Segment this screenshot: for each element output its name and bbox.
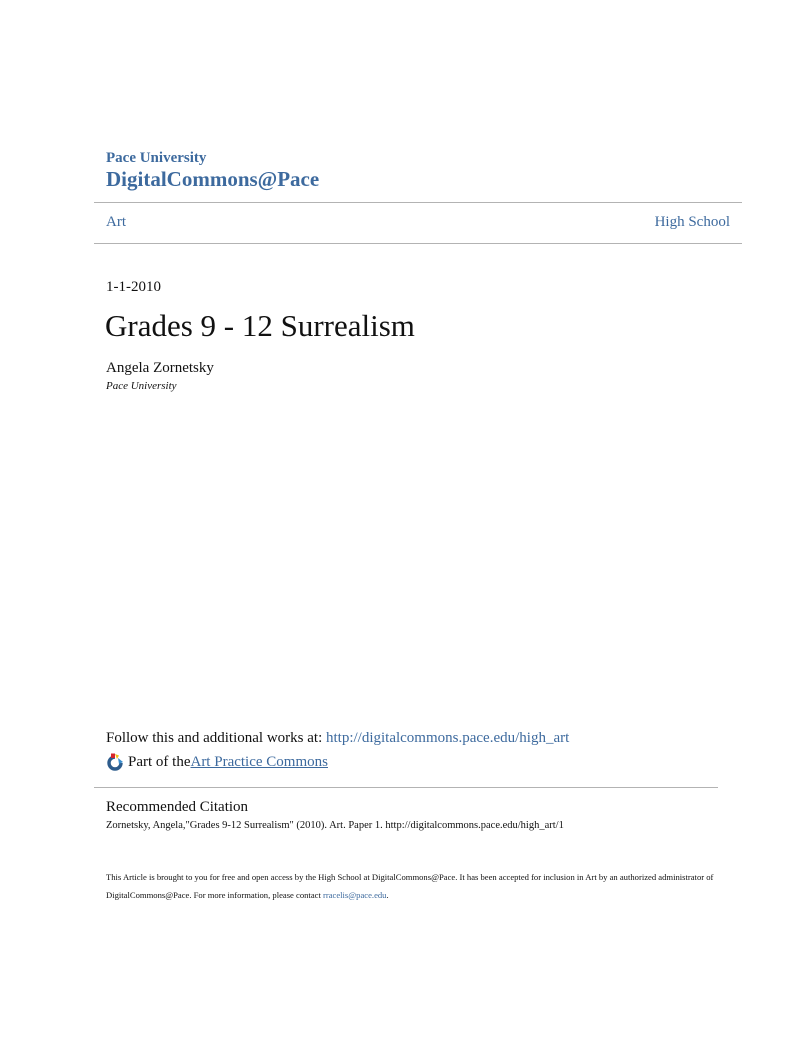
- notice-text: This Article is brought to you for free and open access by the High School at DigitalCommons@Pace. It has been accepted for inclusion in Art by an authorized administrator of DigitalCommons@Pace. For more information, please contact: [106, 872, 714, 900]
- access-notice: [106, 868, 726, 904]
- divider-citation: [94, 787, 718, 788]
- author-affiliation: Pace University: [106, 380, 177, 392]
- discipline-link[interactable]: Art Practice Commons: [190, 754, 328, 770]
- bepress-commons-icon: [106, 753, 124, 771]
- part-of-label: Part of the: [128, 754, 191, 770]
- author-name: Angela Zornetsky: [106, 360, 214, 376]
- collection-link-high-school[interactable]: High School: [654, 214, 730, 230]
- collection-link-art[interactable]: Art: [106, 214, 126, 230]
- follow-label: Follow this and additional works at:: [106, 730, 326, 746]
- part-of-line: [106, 752, 328, 772]
- follow-line: [106, 729, 569, 748]
- contact-email-link[interactable]: rracelis@pace.edu: [322, 890, 387, 900]
- divider-nav-bottom: [94, 243, 742, 244]
- divider-top: [94, 202, 742, 203]
- article-title: Grades 9 - 12 Surrealism: [105, 308, 415, 343]
- citation-heading: Recommended Citation: [106, 799, 249, 815]
- notice-end: .: [386, 890, 389, 900]
- institution-name: Pace University: [106, 150, 207, 166]
- citation-text: Zornetsky, Angela,"Grades 9-12 Surrealism" (2010). Art. Paper 1. http://digitalcommons.pace.edu/high_art/1: [106, 820, 564, 831]
- repository-name[interactable]: DigitalCommons@Pace: [106, 167, 320, 191]
- follow-url-link[interactable]: http://digitalcommons.pace.edu/high_art: [325, 730, 570, 746]
- publication-date: 1-1-2010: [106, 279, 161, 295]
